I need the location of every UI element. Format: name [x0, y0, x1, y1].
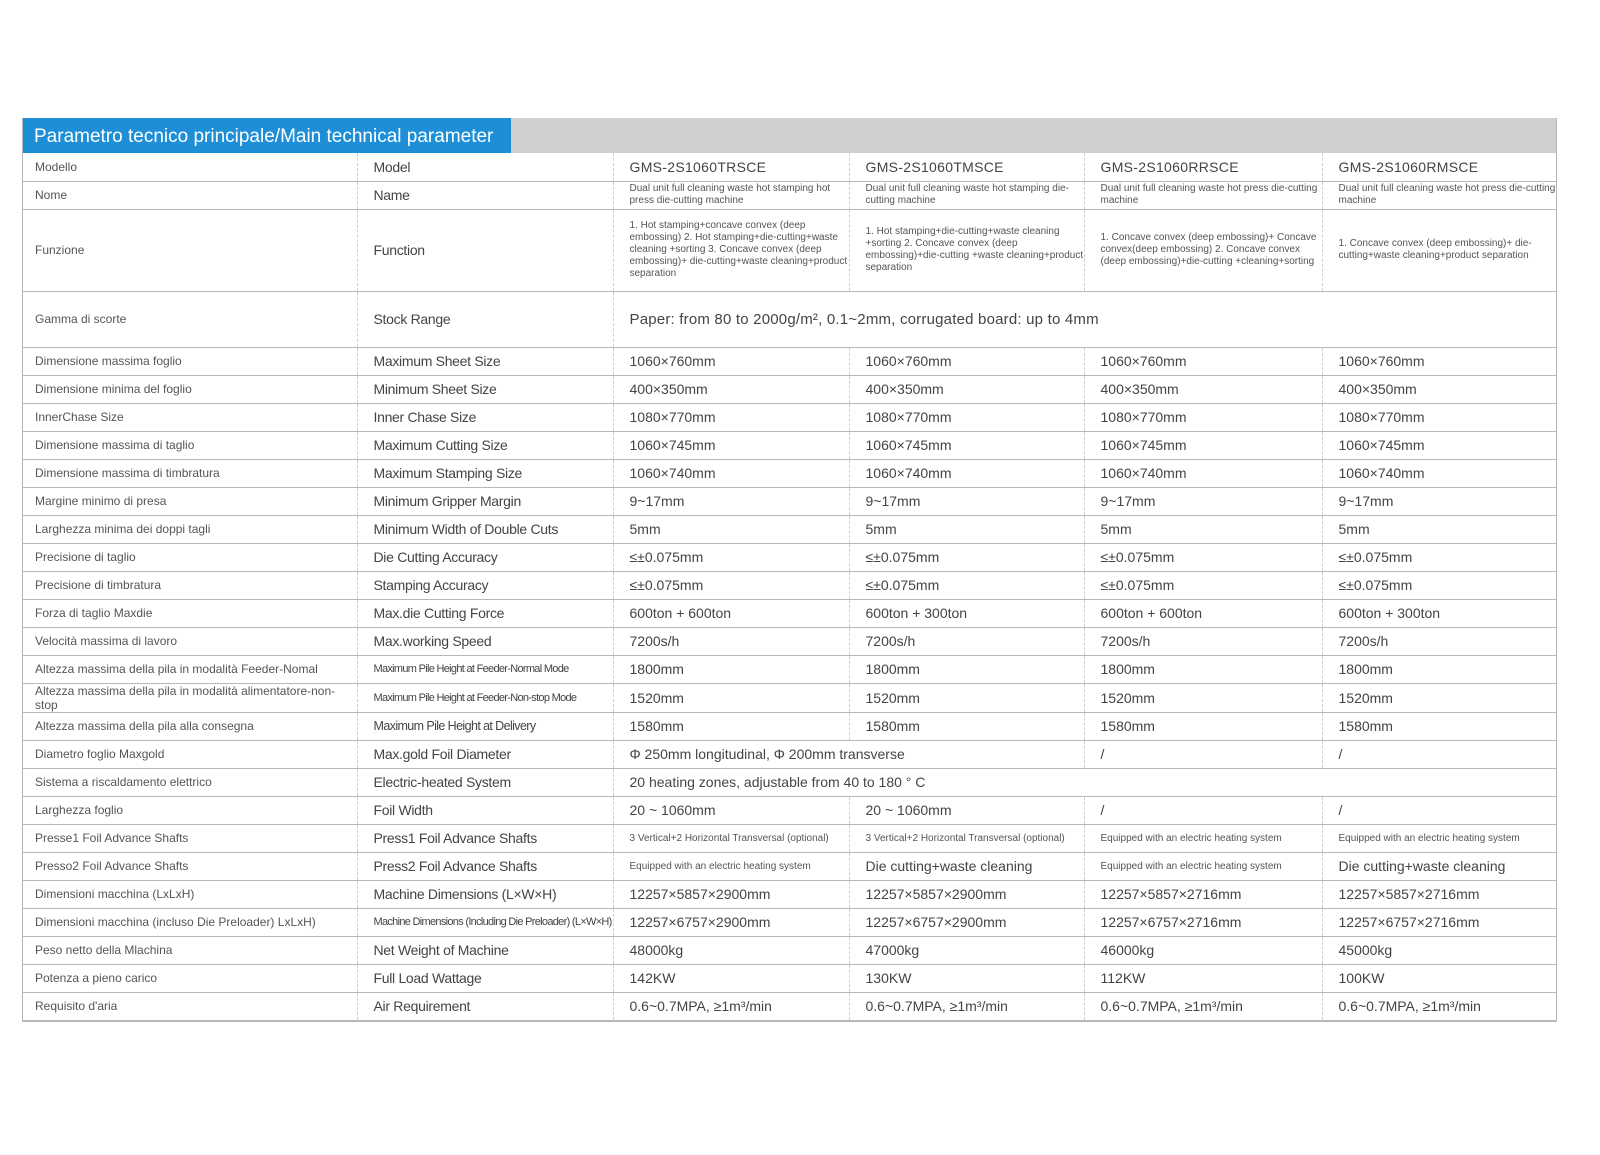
table-row — [23, 431, 1556, 459]
param-name-it: Altezza massima della pila alla consegna — [23, 712, 357, 740]
value-cell: 12257×5857×2900mm — [613, 880, 849, 908]
value-cell: GMS-2S1060RMSCE — [1322, 153, 1556, 181]
value-cell: 1060×740mm — [849, 459, 1084, 487]
value-cell: 46000kg — [1084, 936, 1322, 964]
value-cell: 400×350mm — [1084, 375, 1322, 403]
table-row — [23, 181, 1556, 209]
param-name-en: Model — [357, 153, 613, 181]
value-cell: 1520mm — [1322, 683, 1556, 712]
value-cell: 1520mm — [613, 683, 849, 712]
value-cell: 1800mm — [1084, 655, 1322, 683]
value-cell: Die cutting+waste cleaning — [1322, 852, 1556, 880]
value-cell: 600ton + 300ton — [849, 599, 1084, 627]
table-row — [23, 768, 1556, 796]
param-name-it: Sistema a riscaldamento elettrico — [23, 768, 357, 796]
value-cell: 1060×745mm — [849, 431, 1084, 459]
value-cell: 9~17mm — [849, 487, 1084, 515]
value-cell: / — [1322, 796, 1556, 824]
value-cell: 12257×5857×2716mm — [1322, 880, 1556, 908]
value-cell: 7200s/h — [1084, 627, 1322, 655]
table-row — [23, 655, 1556, 683]
value-cell: 5mm — [613, 515, 849, 543]
table-row — [23, 796, 1556, 824]
value-cell: 1580mm — [1084, 712, 1322, 740]
value-cell: 45000kg — [1322, 936, 1556, 964]
value-cell: 1060×745mm — [613, 431, 849, 459]
value-cell: Equipped with an electric heating system — [613, 852, 849, 880]
param-name-it: Margine minimo di presa — [23, 487, 357, 515]
table-row — [23, 487, 1556, 515]
param-name-it: Presse1 Foil Advance Shafts — [23, 824, 357, 852]
param-name-it: Modello — [23, 153, 357, 181]
value-cell: 1080×770mm — [613, 403, 849, 431]
value-cell: ≤±0.075mm — [849, 571, 1084, 599]
param-name-en: Minimum Gripper Margin — [357, 487, 613, 515]
value-cell: 1. Hot stamping+die-cutting+waste cleaning +sorting 2. Concave convex (deep embossing)+die-cutting +waste cleaning+product separation — [849, 209, 1084, 291]
value-cell: 12257×6757×2900mm — [613, 908, 849, 936]
value-cell: Dual unit full cleaning waste hot stamping die-cutting machine — [849, 181, 1084, 209]
value-cell: ≤±0.075mm — [849, 543, 1084, 571]
value-cell: 9~17mm — [613, 487, 849, 515]
value-cell: 1580mm — [613, 712, 849, 740]
param-name-it: Potenza a pieno carico — [23, 964, 357, 992]
param-name-en: Stock Range — [357, 291, 613, 347]
value-cell: 1580mm — [849, 712, 1084, 740]
table-row — [23, 375, 1556, 403]
param-name-en: Inner Chase Size — [357, 403, 613, 431]
table-row — [23, 740, 1556, 768]
value-cell: 48000kg — [613, 936, 849, 964]
value-cell: GMS-2S1060TMSCE — [849, 153, 1084, 181]
param-name-en: Net Weight of Machine — [357, 936, 613, 964]
value-cell: 1080×770mm — [1322, 403, 1556, 431]
value-cell: 3 Vertical+2 Horizontal Transversal (optional) — [849, 824, 1084, 852]
table-row — [23, 880, 1556, 908]
table-row — [23, 964, 1556, 992]
value-cell: 1800mm — [613, 655, 849, 683]
value-cell: 1. Hot stamping+concave convex (deep embossing) 2. Hot stamping+die-cutting+waste cleaning +sorting 3. Concave convex (deep embossing)+ die-cutting+waste cleaning+product separation — [613, 209, 849, 291]
value-cell: / — [1322, 740, 1556, 768]
value-cell: 7200s/h — [849, 627, 1084, 655]
value-cell: ≤±0.075mm — [1322, 543, 1556, 571]
value-cell: 1060×745mm — [1322, 431, 1556, 459]
value-cell: 600ton + 600ton — [1084, 599, 1322, 627]
table-row — [23, 543, 1556, 571]
param-name-it: Larghezza minima dei doppi tagli — [23, 515, 357, 543]
param-name-en: Stamping Accuracy — [357, 571, 613, 599]
table-row — [23, 209, 1556, 291]
table-row — [23, 824, 1556, 852]
value-cell: 1800mm — [1322, 655, 1556, 683]
value-cell: 0.6~0.7MPA, ≥1m³/min — [613, 992, 849, 1020]
param-name-en: Press1 Foil Advance Shafts — [357, 824, 613, 852]
table-row — [23, 683, 1556, 712]
value-cell: 142KW — [613, 964, 849, 992]
spec-table — [23, 153, 1556, 1021]
table-row — [23, 908, 1556, 936]
param-name-en: Press2 Foil Advance Shafts — [357, 852, 613, 880]
param-name-en: Maximum Sheet Size — [357, 347, 613, 375]
param-name-it: Nome — [23, 181, 357, 209]
value-cell: Equipped with an electric heating system — [1084, 824, 1322, 852]
table-row — [23, 459, 1556, 487]
value-cell: 5mm — [1084, 515, 1322, 543]
header-bar — [23, 118, 1556, 153]
table-row — [23, 936, 1556, 964]
value-cell: Dual unit full cleaning waste hot press die-cutting machine — [1084, 181, 1322, 209]
spec-sheet — [22, 118, 1557, 1022]
value-cell: Paper: from 80 to 2000g/m², 0.1~2mm, corrugated board: up to 4mm — [613, 291, 1556, 347]
param-name-it: Altezza massima della pila in modalità alimentatore-non-stop — [23, 683, 357, 712]
value-cell: 1060×745mm — [1084, 431, 1322, 459]
value-cell: 5mm — [849, 515, 1084, 543]
param-name-it: Forza di taglio Maxdie — [23, 599, 357, 627]
param-name-it: Dimensione massima foglio — [23, 347, 357, 375]
value-cell: 0.6~0.7MPA, ≥1m³/min — [1322, 992, 1556, 1020]
param-name-en: Air Requirement — [357, 992, 613, 1020]
value-cell: 400×350mm — [1322, 375, 1556, 403]
param-name-en: Max.die Cutting Force — [357, 599, 613, 627]
value-cell: 1580mm — [1322, 712, 1556, 740]
value-cell: ≤±0.075mm — [1084, 571, 1322, 599]
param-name-en: Maximum Pile Height at Feeder-Normal Mode — [357, 655, 613, 683]
value-cell: 1. Concave convex (deep embossing)+ die-cutting+waste cleaning+product separation — [1322, 209, 1556, 291]
value-cell: 1. Concave convex (deep embossing)+ Concave convex(deep embossing) 2. Concave convex (deep embossing)+die-cutting +cleaning+sorting — [1084, 209, 1322, 291]
value-cell: 112KW — [1084, 964, 1322, 992]
param-name-it: Diametro foglio Maxgold — [23, 740, 357, 768]
param-name-it: Larghezza foglio — [23, 796, 357, 824]
param-name-it: Peso netto della Mlachina — [23, 936, 357, 964]
param-name-en: Function — [357, 209, 613, 291]
table-row — [23, 712, 1556, 740]
value-cell: ≤±0.075mm — [1084, 543, 1322, 571]
value-cell: 0.6~0.7MPA, ≥1m³/min — [1084, 992, 1322, 1020]
value-cell: GMS-2S1060TRSCE — [613, 153, 849, 181]
param-name-it: Precisione di taglio — [23, 543, 357, 571]
value-cell: Die cutting+waste cleaning — [849, 852, 1084, 880]
value-cell: 1060×760mm — [1322, 347, 1556, 375]
value-cell: 12257×6757×2716mm — [1322, 908, 1556, 936]
table-row — [23, 347, 1556, 375]
param-name-en: Maximum Cutting Size — [357, 431, 613, 459]
value-cell: Dual unit full cleaning waste hot stamping hot press die-cutting machine — [613, 181, 849, 209]
value-cell: Equipped with an electric heating system — [1322, 824, 1556, 852]
param-name-it: Presso2 Foil Advance Shafts — [23, 852, 357, 880]
param-name-en: Max.gold Foil Diameter — [357, 740, 613, 768]
param-name-en: Electric-heated System — [357, 768, 613, 796]
value-cell: Φ 250mm longitudinal, Φ 200mm transverse — [613, 740, 1084, 768]
value-cell: 1520mm — [1084, 683, 1322, 712]
value-cell: 400×350mm — [613, 375, 849, 403]
param-name-en: Full Load Wattage — [357, 964, 613, 992]
param-name-en: Maximum Pile Height at Delivery — [357, 712, 613, 740]
value-cell: 600ton + 300ton — [1322, 599, 1556, 627]
param-name-en: Minimum Sheet Size — [357, 375, 613, 403]
param-name-it: Dimensione minima del foglio — [23, 375, 357, 403]
value-cell: 1060×760mm — [849, 347, 1084, 375]
value-cell: 9~17mm — [1084, 487, 1322, 515]
value-cell: 600ton + 600ton — [613, 599, 849, 627]
param-name-en: Max.working Speed — [357, 627, 613, 655]
table-row — [23, 291, 1556, 347]
value-cell: 12257×6757×2716mm — [1084, 908, 1322, 936]
value-cell: 47000kg — [849, 936, 1084, 964]
value-cell: 130KW — [849, 964, 1084, 992]
param-name-it: Requisito d'aria — [23, 992, 357, 1020]
value-cell: / — [1084, 740, 1322, 768]
value-cell: 20 ~ 1060mm — [849, 796, 1084, 824]
value-cell: 1060×740mm — [1322, 459, 1556, 487]
value-cell: 100KW — [1322, 964, 1556, 992]
value-cell: 1060×740mm — [1084, 459, 1322, 487]
table-row — [23, 153, 1556, 181]
value-cell: 20 heating zones, adjustable from 40 to 180 ° C — [613, 768, 1556, 796]
param-name-it: Altezza massima della pila in modalità Feeder-Nomal — [23, 655, 357, 683]
value-cell: 400×350mm — [849, 375, 1084, 403]
value-cell: GMS-2S1060RRSCE — [1084, 153, 1322, 181]
param-name-it: Dimensione massima di taglio — [23, 431, 357, 459]
value-cell: 1080×770mm — [1084, 403, 1322, 431]
value-cell: 1060×740mm — [613, 459, 849, 487]
value-cell: 20 ~ 1060mm — [613, 796, 849, 824]
param-name-it: Dimensioni macchina (LxLxH) — [23, 880, 357, 908]
table-row — [23, 992, 1556, 1020]
value-cell: 5mm — [1322, 515, 1556, 543]
param-name-it: InnerChase Size — [23, 403, 357, 431]
value-cell: 1060×760mm — [1084, 347, 1322, 375]
value-cell: 1080×770mm — [849, 403, 1084, 431]
table-row — [23, 403, 1556, 431]
param-name-it: Dimensioni macchina (incluso Die Preloader) LxLxH) — [23, 908, 357, 936]
table-row — [23, 852, 1556, 880]
table-row — [23, 515, 1556, 543]
table-row — [23, 627, 1556, 655]
value-cell: 12257×5857×2900mm — [849, 880, 1084, 908]
table-row — [23, 571, 1556, 599]
param-name-en: Name — [357, 181, 613, 209]
value-cell: ≤±0.075mm — [613, 543, 849, 571]
param-name-en: Die Cutting Accuracy — [357, 543, 613, 571]
param-name-it: Gamma di scorte — [23, 291, 357, 347]
value-cell: Equipped with an electric heating system — [1084, 852, 1322, 880]
value-cell: 9~17mm — [1322, 487, 1556, 515]
param-name-en: Foil Width — [357, 796, 613, 824]
param-name-en: Maximum Stamping Size — [357, 459, 613, 487]
value-cell: ≤±0.075mm — [1322, 571, 1556, 599]
value-cell: 7200s/h — [1322, 627, 1556, 655]
param-name-it: Funzione — [23, 209, 357, 291]
value-cell: 3 Vertical+2 Horizontal Transversal (optional) — [613, 824, 849, 852]
param-name-en: Machine Dimensions (Including Die Preloader) (L×W×H) — [357, 908, 613, 936]
param-name-it: Dimensione massima di timbratura — [23, 459, 357, 487]
value-cell: 12257×6757×2900mm — [849, 908, 1084, 936]
table-row — [23, 599, 1556, 627]
value-cell: 12257×5857×2716mm — [1084, 880, 1322, 908]
value-cell: 1060×760mm — [613, 347, 849, 375]
value-cell: 1520mm — [849, 683, 1084, 712]
value-cell: ≤±0.075mm — [613, 571, 849, 599]
page-title: Parametro tecnico principale/Main technical parameter — [23, 118, 511, 153]
value-cell: 1800mm — [849, 655, 1084, 683]
param-name-en: Maximum Pile Height at Feeder-Non-stop Mode — [357, 683, 613, 712]
value-cell: 7200s/h — [613, 627, 849, 655]
value-cell: Dual unit full cleaning waste hot press die-cutting machine — [1322, 181, 1556, 209]
param-name-en: Minimum Width of Double Cuts — [357, 515, 613, 543]
param-name-it: Velocità massima di lavoro — [23, 627, 357, 655]
value-cell: / — [1084, 796, 1322, 824]
param-name-it: Precisione di timbratura — [23, 571, 357, 599]
value-cell: 0.6~0.7MPA, ≥1m³/min — [849, 992, 1084, 1020]
param-name-en: Machine Dimensions (L×W×H) — [357, 880, 613, 908]
